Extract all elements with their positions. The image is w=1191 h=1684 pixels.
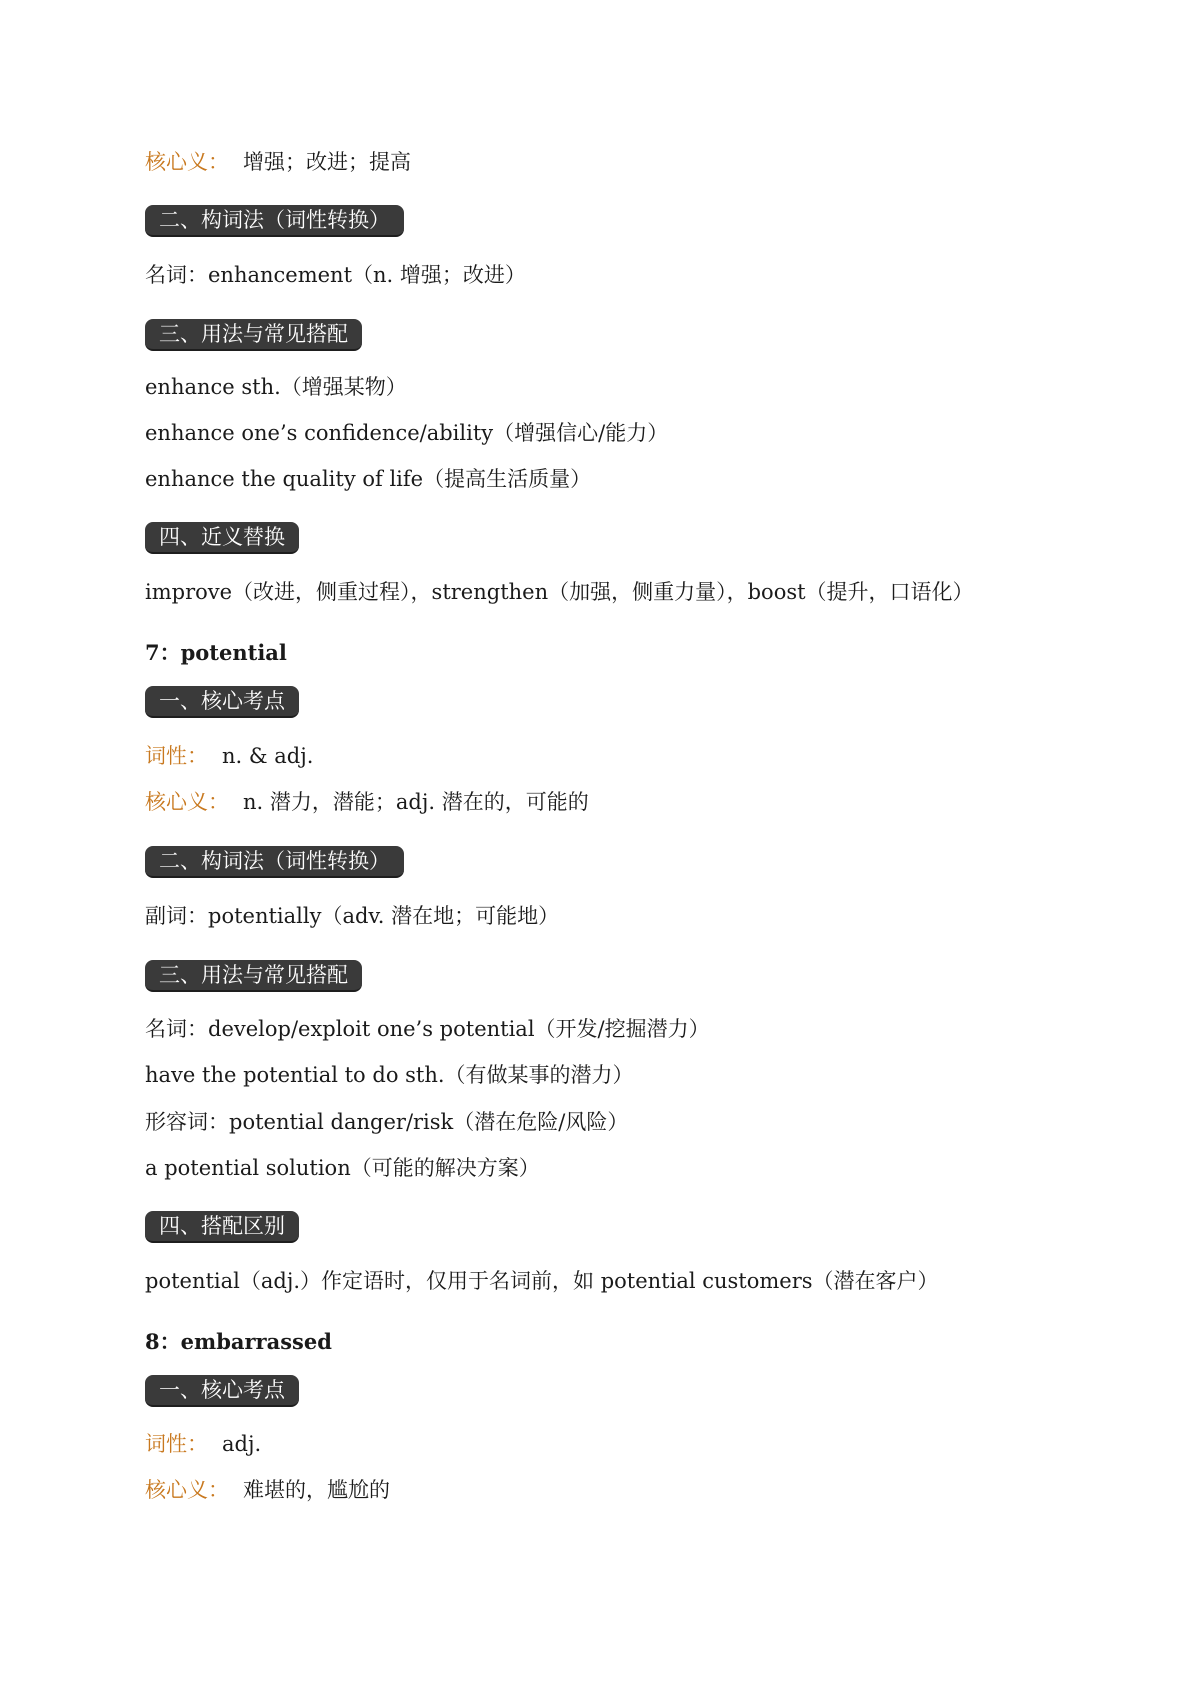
- section-title-word-formation: 二、构词法（词性转换）: [145, 205, 404, 237]
- word-entry-heading: 7：potential: [145, 640, 287, 665]
- part-of-speech-row: [145, 742, 313, 770]
- part-of-speech-value: n. & adj.: [222, 744, 314, 768]
- part-of-speech-row: [145, 1430, 261, 1458]
- usage-line: enhance one’s confidence/ability（增强信心/能力）: [145, 421, 669, 445]
- usage-line: 形容词：potential danger/risk（潜在危险/风险）: [145, 1110, 629, 1134]
- section-heading: [145, 686, 299, 718]
- section-heading: [145, 846, 404, 878]
- section-heading: [145, 1375, 299, 1407]
- section-heading: [145, 1211, 299, 1243]
- collocation-difference-line: potential（adj.）作定语时，仅用于名词前，如 potential customers（潜在客户）: [145, 1269, 939, 1293]
- core-meaning-row: [145, 788, 589, 816]
- core-meaning-row: [145, 1476, 390, 1504]
- usage-line: enhance the quality of life（提高生活质量）: [145, 467, 592, 491]
- core-meaning-label: 核心义：: [145, 150, 229, 174]
- core-meaning-value: 难堪的，尴尬的: [243, 1478, 390, 1502]
- core-meaning-label: 核心义：: [145, 790, 229, 814]
- section-heading: [145, 960, 362, 992]
- section-heading: [145, 205, 404, 237]
- part-of-speech-label: 词性：: [145, 1432, 208, 1456]
- usage-line: have the potential to do sth.（有做某事的潜力）: [145, 1063, 634, 1087]
- word-formation-line: 名词：enhancement（n. 增强；改进）: [145, 263, 526, 287]
- section-title-core-points: 一、核心考点: [145, 686, 299, 718]
- section-title-collocation-difference: 四、搭配区别: [145, 1211, 299, 1243]
- section-heading: [145, 522, 299, 554]
- usage-line: a potential solution（可能的解决方案）: [145, 1156, 540, 1180]
- word-formation-line: 副词：potentially（adv. 潜在地；可能地）: [145, 904, 560, 928]
- part-of-speech-label: 词性：: [145, 744, 208, 768]
- core-meaning-label: 核心义：: [145, 1478, 229, 1502]
- section-title-usage: 三、用法与常见搭配: [145, 960, 362, 992]
- section-title-core-points: 一、核心考点: [145, 1375, 299, 1407]
- usage-line: 名词：develop/exploit one’s potential（开发/挖掘潜力）: [145, 1017, 710, 1041]
- core-meaning-row: [145, 148, 411, 176]
- core-meaning-value: 增强；改进；提高: [243, 150, 411, 174]
- part-of-speech-value: adj.: [222, 1432, 262, 1456]
- section-title-synonyms: 四、近义替换: [145, 522, 299, 554]
- section-title-usage: 三、用法与常见搭配: [145, 319, 362, 351]
- word-entry-heading: 8：embarrassed: [145, 1329, 332, 1354]
- synonyms-line: improve（改进，侧重过程），strengthen（加强，侧重力量），boost（提升，口语化）: [145, 580, 974, 604]
- section-heading: [145, 319, 362, 351]
- section-title-word-formation: 二、构词法（词性转换）: [145, 846, 404, 878]
- usage-line: enhance sth.（增强某物）: [145, 375, 407, 399]
- core-meaning-value: n. 潜力，潜能；adj. 潜在的，可能的: [243, 790, 589, 814]
